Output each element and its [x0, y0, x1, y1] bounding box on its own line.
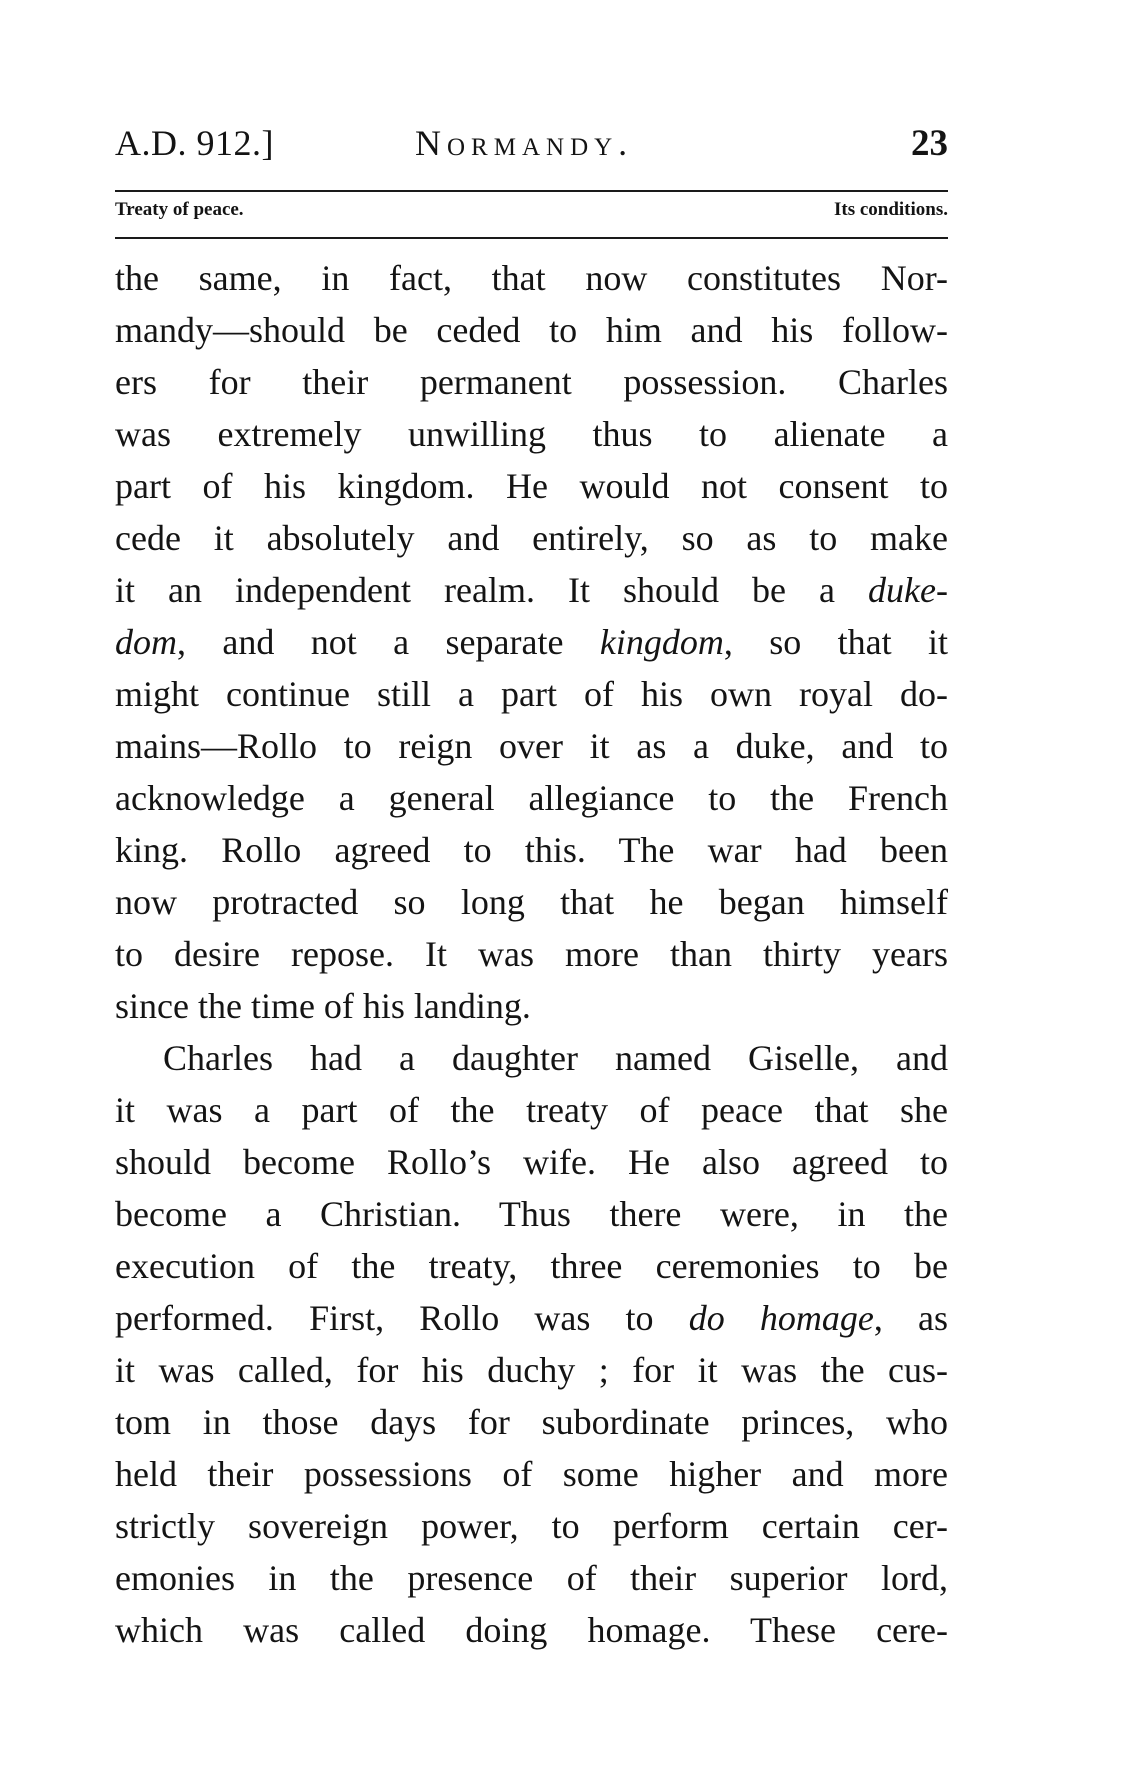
text-segment: , so that it: [723, 622, 949, 662]
text-segment: since the time of his landing.: [115, 986, 531, 1026]
text-line: [115, 1448, 948, 1500]
text-line: [115, 1240, 948, 1292]
text-segment: should become Rollo’s wife. He also agreed to: [115, 1142, 948, 1182]
text-line: [115, 876, 948, 928]
text-line: [115, 1032, 948, 1084]
text-line: [115, 668, 948, 720]
text-line: [115, 616, 948, 668]
text-segment: execution of the treaty, three ceremonies to be: [115, 1246, 948, 1286]
text-segment: Charles had a daughter named Giselle, and: [163, 1038, 948, 1078]
text-line: [115, 512, 948, 564]
text-segment: mains—Rollo to reign over it as a duke, and to: [115, 726, 948, 766]
text-segment: it an independent realm. It should be a: [115, 570, 869, 610]
page-number: 23: [911, 123, 948, 164]
text-line: [115, 408, 948, 460]
text-segment: held their possessions of some higher and more: [115, 1454, 948, 1494]
text-line: [115, 1188, 948, 1240]
text-line: [115, 1500, 948, 1552]
text-segment: become a Christian. Thus there were, in the: [115, 1194, 948, 1234]
text-line: [115, 772, 948, 824]
text-line: [115, 1552, 948, 1604]
running-head: [115, 122, 948, 168]
text-line: [115, 252, 948, 304]
text-segment: , as: [873, 1298, 948, 1338]
text-segment: tom in those days for subordinate princes, who: [115, 1402, 948, 1442]
text-line: [115, 460, 948, 512]
text-segment: ers for their permanent possession. Charles: [115, 362, 948, 402]
text-segment: strictly sovereign power, to perform certain cer-: [115, 1506, 948, 1546]
text-line: [115, 356, 948, 408]
side-note-left: Treaty of peace.: [115, 199, 244, 220]
text-line: [115, 564, 948, 616]
text-segment: it was called, for his duchy ; for it was the cus-: [115, 1350, 948, 1390]
text-segment: which was called doing homage. These cere-: [115, 1610, 948, 1650]
text-line: [115, 1292, 948, 1344]
italic-text: dom: [115, 622, 177, 662]
text-segment: king. Rollo agreed to this. The war had been: [115, 830, 948, 870]
chapter-title: Normandy.: [415, 123, 634, 163]
text-segment: part of his kingdom. He would not consent to: [115, 466, 948, 506]
text-segment: cede it absolutely and entirely, so as to make: [115, 518, 948, 558]
text-segment: acknowledge a general allegiance to the French: [115, 778, 948, 818]
marginal-notes: [115, 199, 948, 229]
italic-text: duke-: [868, 570, 948, 610]
text-line: [115, 1136, 948, 1188]
italic-text: kingdom: [599, 622, 724, 662]
text-segment: the same, in fact, that now constitutes Nor-: [115, 258, 948, 298]
text-segment: was extremely unwilling thus to alienate a: [115, 414, 948, 454]
text-line: [115, 980, 948, 1032]
text-line: [115, 824, 948, 876]
text-line: [115, 720, 948, 772]
text-segment: performed. First, Rollo was to: [115, 1298, 689, 1338]
date-heading: A.D. 912.]: [115, 123, 274, 163]
header-rule-bottom: [115, 237, 948, 239]
text-segment: to desire repose. It was more than thirty years: [115, 934, 948, 974]
body-text: [115, 252, 948, 1656]
text-segment: it was a part of the treaty of peace that she: [115, 1090, 948, 1130]
text-line: [115, 304, 948, 356]
header-rule-top: [115, 190, 948, 192]
side-note-right: Its conditions.: [833, 199, 948, 220]
text-segment: , and not a separate: [177, 622, 600, 662]
text-line: [115, 1396, 948, 1448]
text-segment: might continue still a part of his own royal do-: [115, 674, 948, 714]
text-line: [115, 1604, 948, 1656]
text-segment: now protracted so long that he began himself: [115, 882, 948, 922]
text-line: [115, 1344, 948, 1396]
text-line: [115, 1084, 948, 1136]
text-segment: emonies in the presence of their superior lord,: [115, 1558, 948, 1598]
italic-text: do homage: [688, 1298, 874, 1338]
text-segment: mandy—should be ceded to him and his follow-: [115, 310, 948, 350]
text-line: [115, 928, 948, 980]
